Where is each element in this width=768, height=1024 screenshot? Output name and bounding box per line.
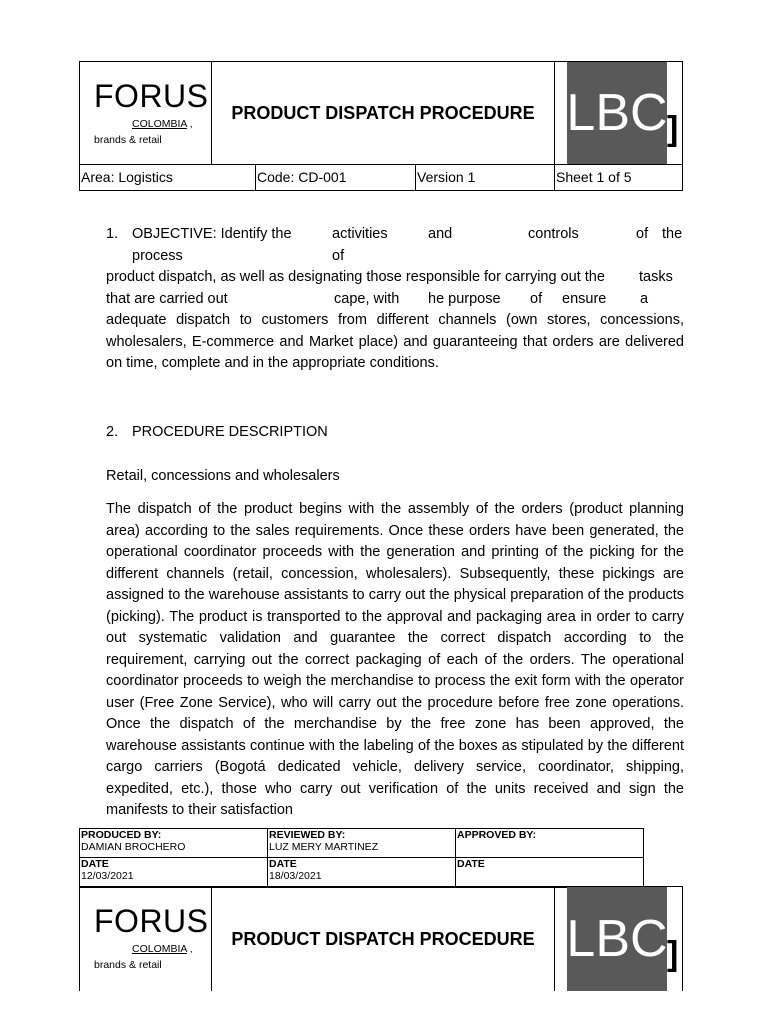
- produced-date-cell: [80, 858, 268, 887]
- next-page-header: [79, 886, 683, 991]
- signature-table: [79, 828, 644, 888]
- reviewed-by-label: REVIEWED BY:: [269, 829, 346, 841]
- objective-word: the: [662, 226, 683, 242]
- objective-word: tasks: [639, 269, 673, 285]
- procedure-heading: [106, 422, 684, 444]
- objective-body: adequate dispatch to customers from different channels (own stores, concessions, wholesalers, E-commerce and Market place) and guaranteeing that orders are delivered on time, complete and in the appropriate conditions.: [106, 312, 684, 371]
- objective-word: cape, with: [334, 290, 400, 307]
- document-header: [79, 61, 683, 165]
- company-logo: [80, 887, 212, 991]
- objective-word: ensure: [562, 290, 607, 307]
- objective-word: controls: [528, 226, 579, 242]
- objective-line-1: OBJECTIVE: Identify the: [132, 226, 292, 242]
- objective-word: and: [428, 226, 453, 242]
- reviewed-date-cell: [268, 858, 456, 887]
- document-info-row: [79, 164, 683, 191]
- lbc-logo: [555, 887, 682, 991]
- lbc-logo-box: LBC: [567, 62, 667, 164]
- document-title: PRODUCT DISPATCH PROCEDURE: [212, 62, 555, 164]
- company-tagline: brands & retail: [94, 134, 162, 146]
- procedure-subheading: Retail, concessions and wholesalers: [106, 468, 340, 484]
- objective-word: of: [530, 290, 543, 307]
- produced-date: 12/03/2021: [81, 870, 134, 882]
- document-title: PRODUCT DISPATCH PROCEDURE: [212, 887, 555, 991]
- objective-line-3: product dispatch, as well as designating those responsible for carrying out the: [106, 269, 605, 285]
- objective-word: a: [640, 290, 649, 307]
- sheet-cell: Sheet 1 of 5: [556, 169, 632, 185]
- produced-by-name: DAMIAN BROCHERO: [81, 841, 186, 853]
- company-country: COLOMBIA ,: [132, 943, 193, 955]
- objective-word: activities: [332, 226, 388, 242]
- code-cell: Code: CD-001: [256, 164, 416, 190]
- objective-word: he purpose: [428, 290, 501, 307]
- objective-line-4: that are carried out: [106, 290, 228, 307]
- reviewed-date: 18/03/2021: [269, 870, 322, 882]
- produced-by-cell: [80, 829, 268, 858]
- version-cell: Version 1: [416, 164, 555, 190]
- lbc-logo-box: LBC: [567, 887, 667, 991]
- procedure-paragraph: The dispatch of the product begins with the assembly of the orders (product planning area) according to the sales requirements. Once these orders have been generated, the operational coordinator proceeds with the generation and printing of the picking for the different channels (retail, concession, wholesalers). Subsequently, these pickings are assigned to the warehouse assistants to carry out the physical preparation of the products (picking). The product is transported to the approval and packaging area in order to carry out systematic validation and guarantee the correct dispatch according to the requirement, carrying out the correct packaging of each of the orders. The operational coordinator proceeds to weigh the merchandise to process the exit form with the operator user (Free Zone Service), who will carry out the procedure before free zone operations. Once the dispatch of the merchandise by the free zone has been approved, the warehouse assistants continue with the labeling of the boxes as stipulated by the different cargo carriers (Bogotá dedicated vehicle, delivery service, coordinator, shipping, expedited, etc.), those who carry out verification of the units received and sign the manifests to their satisfaction: [106, 501, 684, 818]
- company-country: COLOMBIA ,: [132, 118, 193, 130]
- date-label: DATE: [81, 858, 109, 870]
- lbc-logo-bracket: ]: [667, 110, 679, 148]
- procedure-number: 2.: [106, 424, 119, 440]
- date-label: DATE: [269, 858, 297, 870]
- approved-by-cell: [456, 829, 643, 858]
- area-cell: Area: Logistics: [80, 164, 256, 190]
- reviewed-by-cell: [268, 829, 456, 858]
- lbc-logo: [555, 62, 682, 164]
- procedure-heading-text: PROCEDURE DESCRIPTION: [132, 424, 328, 440]
- company-name: FORUS: [94, 78, 209, 114]
- objective-line-2: process: [132, 247, 183, 264]
- date-label: DATE: [457, 858, 485, 870]
- objective-section: [106, 224, 684, 375]
- approved-by-label: APPROVED BY:: [457, 829, 537, 841]
- company-tagline: brands & retail: [94, 959, 162, 971]
- company-logo: [80, 62, 212, 164]
- produced-by-label: PRODUCED BY:: [81, 829, 162, 841]
- approved-date-cell: [456, 858, 643, 887]
- objective-number: 1.: [106, 226, 119, 242]
- reviewed-by-name: LUZ MERY MARTINEZ: [269, 841, 379, 853]
- lbc-logo-bracket: ]: [667, 935, 679, 973]
- objective-word: of: [636, 226, 649, 242]
- objective-word: of: [332, 247, 345, 264]
- company-name: FORUS: [94, 903, 209, 939]
